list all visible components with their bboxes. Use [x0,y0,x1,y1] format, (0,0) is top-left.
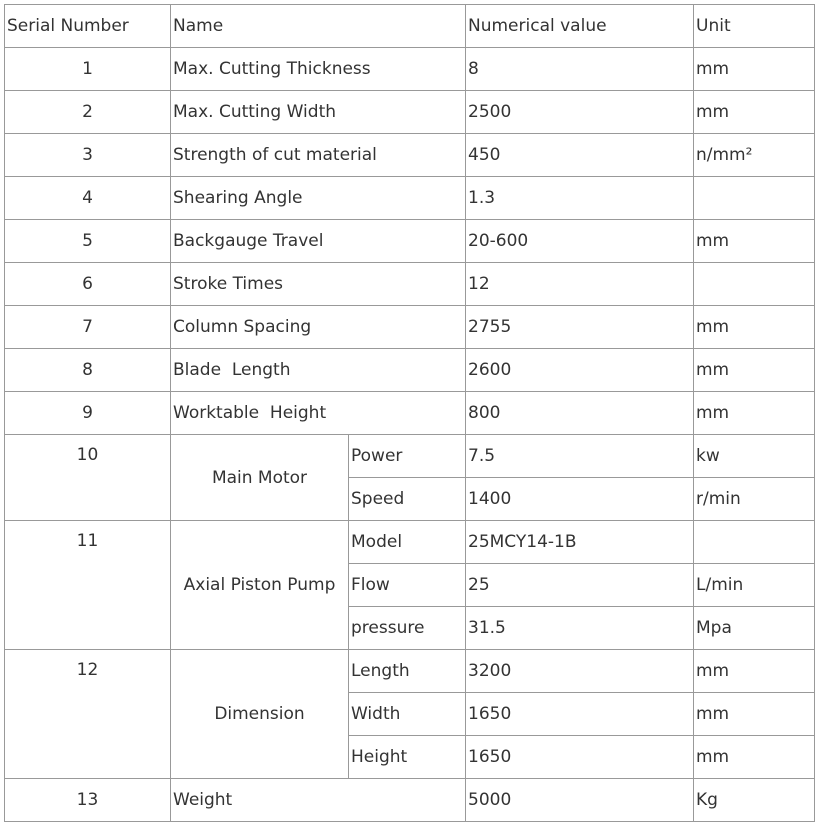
value-cell: 8 [466,48,694,91]
sub-label-cell: Width [349,693,466,736]
name-cell: Worktable Height [171,392,466,435]
table-row [5,521,815,564]
unit-cell [694,263,815,306]
value-cell: 2500 [466,91,694,134]
sub-label-cell: Height [349,736,466,779]
table-header-row [5,5,815,48]
name-cell: Weight [171,779,466,822]
name-cell: Stroke Times [171,263,466,306]
value-cell: 25 [466,564,694,607]
unit-cell: L/min [694,564,815,607]
value-cell: 450 [466,134,694,177]
value-cell: 1650 [466,736,694,779]
sub-label-cell: Length [349,650,466,693]
unit-cell: mm [694,693,815,736]
name-cell: Backgauge Travel [171,220,466,263]
serial-cell: 4 [5,177,171,220]
table-row [5,392,815,435]
value-cell: 5000 [466,779,694,822]
table-row [5,349,815,392]
group-name-cell: Main Motor [171,435,349,521]
value-cell: 2755 [466,306,694,349]
unit-cell: mm [694,736,815,779]
table-row [5,306,815,349]
value-cell: 20-600 [466,220,694,263]
value-cell: 1400 [466,478,694,521]
serial-cell: 6 [5,263,171,306]
serial-cell: 1 [5,48,171,91]
unit-cell: kw [694,435,815,478]
header-name: Name [171,5,466,48]
value-cell: 31.5 [466,607,694,650]
unit-cell: mm [694,48,815,91]
serial-cell: 11 [5,521,171,650]
serial-cell: 13 [5,779,171,822]
group-name-cell: Axial Piston Pump [171,521,349,650]
table-row [5,48,815,91]
value-cell: 25MCY14-1B [466,521,694,564]
unit-cell: mm [694,650,815,693]
serial-cell: 2 [5,91,171,134]
header-unit: Unit [694,5,815,48]
serial-cell: 3 [5,134,171,177]
serial-cell: 5 [5,220,171,263]
table-row [5,650,815,693]
value-cell: 2600 [466,349,694,392]
table-row [5,134,815,177]
table-row [5,435,815,478]
unit-cell: mm [694,349,815,392]
serial-cell: 8 [5,349,171,392]
serial-cell: 12 [5,650,171,779]
value-cell: 1650 [466,693,694,736]
sub-label-cell: Flow [349,564,466,607]
value-cell: 1.3 [466,177,694,220]
unit-cell: Mpa [694,607,815,650]
sub-label-cell: Model [349,521,466,564]
name-cell: Shearing Angle [171,177,466,220]
unit-cell: mm [694,392,815,435]
name-cell: Blade Length [171,349,466,392]
name-cell: Column Spacing [171,306,466,349]
unit-cell: mm [694,306,815,349]
name-cell: Max. Cutting Thickness [171,48,466,91]
table-row [5,91,815,134]
table-row [5,263,815,306]
unit-cell: Kg [694,779,815,822]
sub-label-cell: pressure [349,607,466,650]
sub-label-cell: Speed [349,478,466,521]
name-cell: Max. Cutting Width [171,91,466,134]
sub-label-cell: Power [349,435,466,478]
name-cell: Strength of cut material [171,134,466,177]
value-cell: 3200 [466,650,694,693]
unit-cell: mm [694,220,815,263]
spec-table [4,4,815,822]
table-row [5,779,815,822]
header-serial: Serial Number [5,5,171,48]
table-row [5,177,815,220]
serial-cell: 10 [5,435,171,521]
table-row [5,220,815,263]
unit-cell [694,177,815,220]
unit-cell: n/mm² [694,134,815,177]
unit-cell [694,521,815,564]
serial-cell: 7 [5,306,171,349]
header-value: Numerical value [466,5,694,48]
value-cell: 12 [466,263,694,306]
unit-cell: mm [694,91,815,134]
value-cell: 800 [466,392,694,435]
unit-cell: r/min [694,478,815,521]
value-cell: 7.5 [466,435,694,478]
group-name-cell: Dimension [171,650,349,779]
serial-cell: 9 [5,392,171,435]
